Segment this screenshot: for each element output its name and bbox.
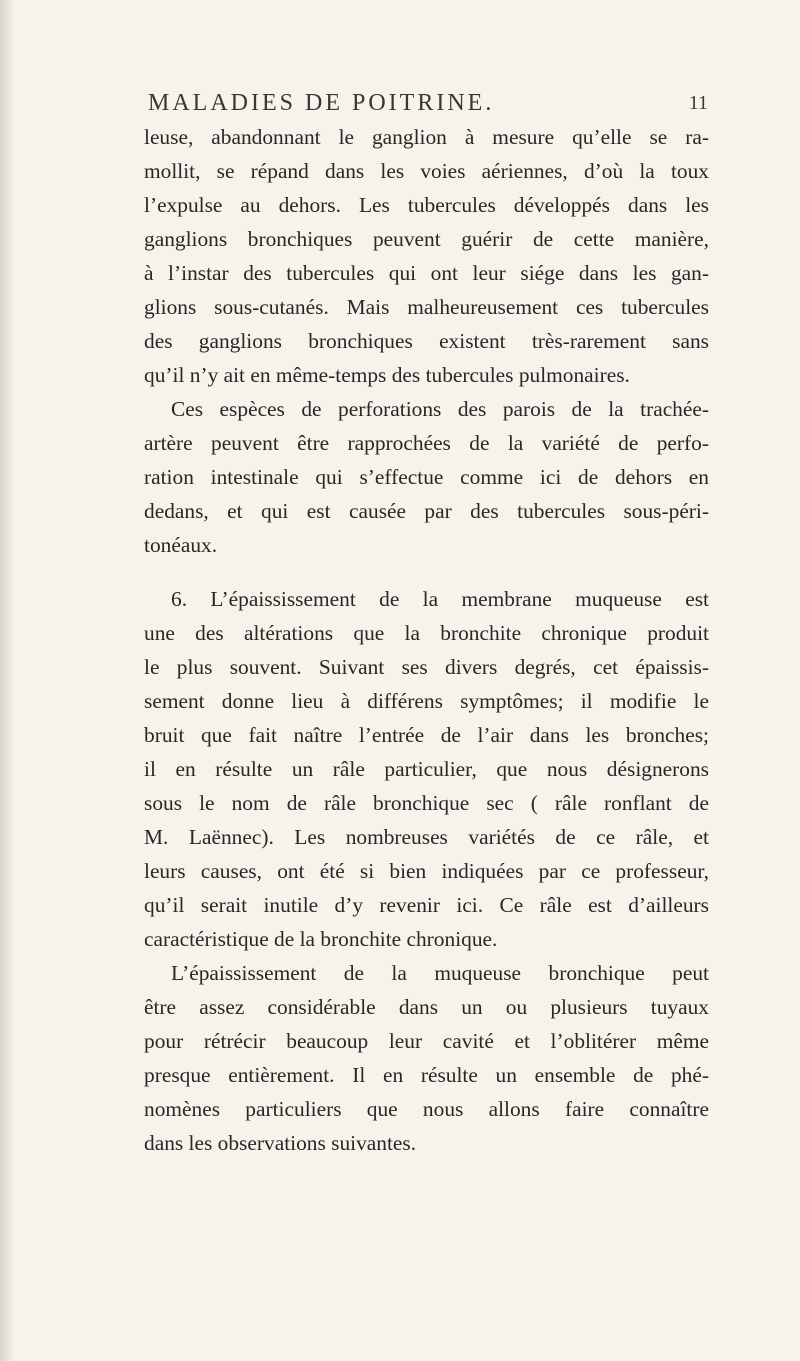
text-line: des ganglions bronchiques existent très-rarement sans bbox=[144, 329, 709, 353]
page-header bbox=[148, 90, 708, 120]
text-line: presque entièrement. Il en résulte un ensemble de phé- bbox=[144, 1063, 709, 1087]
text-line: sement donne lieu à différens symptômes; il modifie le bbox=[144, 689, 709, 713]
text-line: leurs causes, ont été si bien indiquées par ce professeur, bbox=[144, 859, 709, 883]
text-line: L’épaississement de la muqueuse bronchique peut bbox=[171, 961, 709, 985]
text-line: l’expulse au dehors. Les tubercules développés dans les bbox=[144, 193, 709, 217]
text-line: tonéaux. bbox=[144, 533, 218, 557]
text-line: sous le nom de râle bronchique sec ( râle ronflant de bbox=[144, 791, 709, 815]
text-line: caractéristique de la bronchite chronique. bbox=[144, 927, 498, 951]
page-number: 11 bbox=[688, 92, 708, 114]
text-line: être assez considérable dans un ou plusieurs tuyaux bbox=[144, 995, 709, 1019]
text-line: bruit que fait naître l’entrée de l’air dans les bronches; bbox=[144, 723, 709, 747]
text-line: pour rétrécir beaucoup leur cavité et l’oblitérer même bbox=[144, 1029, 709, 1053]
page-edge-shadow bbox=[0, 0, 14, 1361]
text-line: 6. L’épaississement de la membrane muqueuse est bbox=[171, 587, 709, 611]
paragraph bbox=[144, 120, 709, 392]
text-line: à l’instar des tubercules qui ont leur siége dans les gan- bbox=[144, 261, 709, 285]
text-line: nomènes particuliers que nous allons faire connaître bbox=[144, 1097, 709, 1121]
paragraph bbox=[144, 582, 709, 956]
text-line: qu’il n’y ait en même-temps des tubercules pulmonaires. bbox=[144, 363, 630, 387]
text-line: dans les observations suivantes. bbox=[144, 1131, 417, 1155]
text-line: leuse, abandonnant le ganglion à mesure qu’elle se ra- bbox=[144, 125, 709, 149]
paragraph bbox=[144, 956, 709, 1160]
text-line: mollit, se répand dans les voies aériennes, d’où la toux bbox=[144, 159, 709, 183]
body-text bbox=[144, 120, 709, 1160]
text-line: il en résulte un râle particulier, que nous désignerons bbox=[144, 757, 709, 781]
paragraph bbox=[144, 392, 709, 562]
text-line: Ces espèces de perforations des parois de la trachée- bbox=[171, 397, 709, 421]
text-line: glions sous-cutanés. Mais malheureusement ces tubercules bbox=[144, 295, 709, 319]
text-line: le plus souvent. Suivant ses divers degrés, cet épaissis- bbox=[144, 655, 709, 679]
text-line: artère peuvent être rapprochées de la variété de perfo- bbox=[144, 431, 709, 455]
text-line: qu’il serait inutile d’y revenir ici. Ce râle est d’ailleurs bbox=[144, 893, 709, 917]
text-line: ration intestinale qui s’effectue comme ici de dehors en bbox=[144, 465, 709, 489]
text-line: dedans, et qui est causée par des tubercules sous-péri- bbox=[144, 499, 709, 523]
running-title: MALADIES DE POITRINE. bbox=[148, 90, 495, 116]
text-line: ganglions bronchiques peuvent guérir de cette manière, bbox=[144, 227, 709, 251]
text-line: M. Laënnec). Les nombreuses variétés de ce râle, et bbox=[144, 825, 709, 849]
paragraph-gap bbox=[144, 562, 709, 582]
text-line: une des altérations que la bronchite chronique produit bbox=[144, 621, 709, 645]
